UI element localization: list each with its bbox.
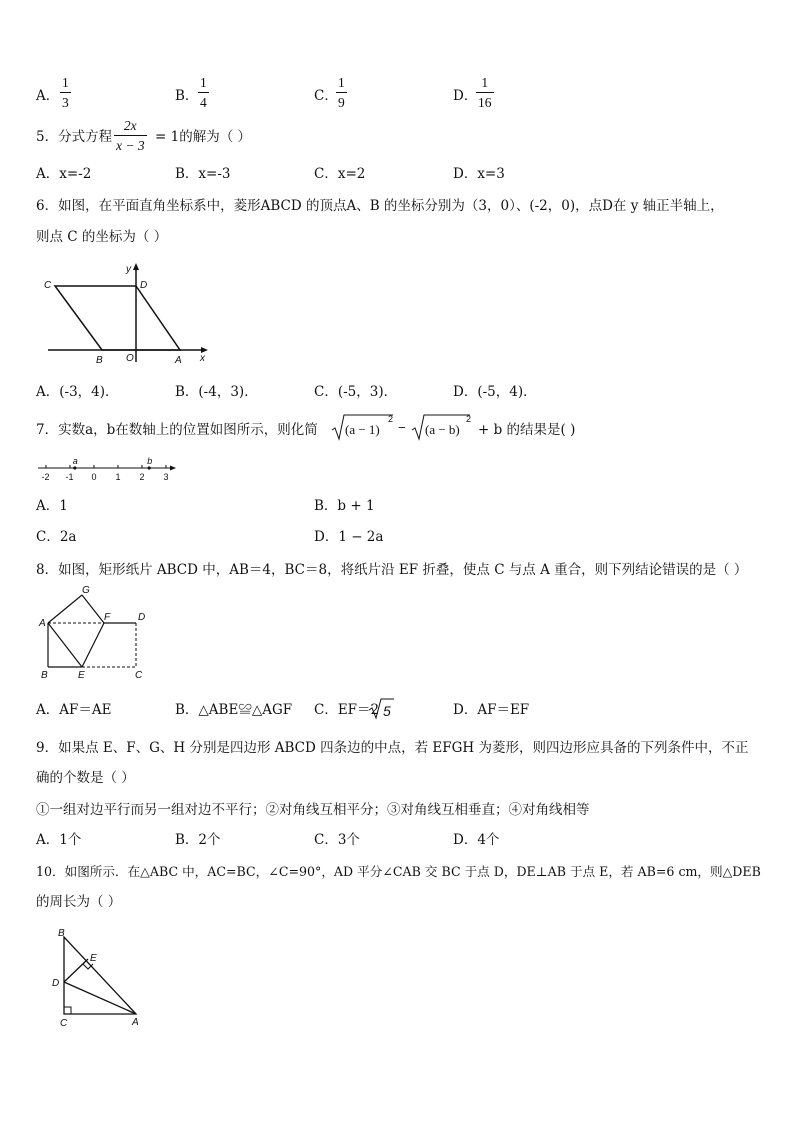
q7-numberline-tick-label: 2 [139,472,145,482]
q8-label-a: A [39,618,46,629]
q9-option-c: C．3个 [314,832,360,848]
q5-prefix: 5．分式方程 [36,129,113,145]
q4-option-c-fraction: $\frac{1}{9}$ [338,75,345,110]
q8-option-d: D．AF＝EF [453,702,530,718]
q6-option-b: B．(-4，3)． [175,384,258,400]
q6-label-b: B [96,355,103,366]
q9-stem-line2: 确的个数是（ ） [36,770,135,786]
q6-label-d: D [140,280,148,291]
q4-option-a-fraction: $\frac{1}{3}$ [62,75,69,110]
q7-prefix: 7．实数a，b在数轴上的位置如图所示，则化简 [36,422,318,438]
q7-radical-expression [330,412,490,442]
q6-label-o: O [126,353,134,364]
q8-option-a: A．AF＝AE [36,702,112,718]
q7-numberline-b-point [148,466,151,469]
q7-suffix: + b 的结果是( ) [478,422,576,438]
q7-exponent-1: 2 [388,414,394,424]
q6-label-x: x [200,353,205,364]
q7-numberline-tick-label: 0 [91,472,97,482]
q8-label-g: G [82,585,90,596]
q7-option-b: B．b + 1 [314,498,375,514]
q7-option-c: C．2a [36,529,77,545]
q8-label-d: D [138,612,146,623]
q6-option-d: D．(-5，4)． [453,384,537,400]
q5-option-c: C．x=2 [314,166,366,182]
q8-option-c-sqrt [368,697,402,721]
q8-stem: 8．如图，矩形纸片 ABCD 中，AB＝4，BC＝8，将纸片沿 EF 折叠，使点 C 与点 A 重合，则下列结论错误的是（ ） [36,562,748,578]
q10-label-b: B [58,928,65,939]
q7-option-a: A．1 [36,498,68,514]
q10-label-d: D [52,978,60,989]
q7-radicand-2: (a − b) [425,422,460,437]
q4-option-c-letter: C． [314,88,338,104]
q10-label-c: C [60,1018,68,1029]
q10-triangle-figure [48,924,148,1030]
q9-stem-line1: 9．如果点 E、F、G、H 分别是四边形 ABCD 四条边的中点，若 EFGH 为菱形，则四边形应具备的下列条件中，不正 [36,740,749,756]
q6-label-a: A [175,355,182,366]
q10-label-a: A [132,1017,139,1028]
q9-conditions: ①一组对边平行而另一组对边不平行；②对角线互相平分；③对角线互相垂直；④对角线相等 [36,802,590,818]
q7-minus: − [398,420,406,435]
q6-option-c: C．(-5，3)． [314,384,398,400]
q7-exponent-2: 2 [466,414,472,424]
q6-stem-line1: 6．如图，在平面直角坐标系中，菱形ABCD 的顶点A、B 的坐标分别为（3，0）、(-2，0)，点D在 y 轴正半轴上， [36,198,724,214]
q9-option-a: A．1个 [36,832,82,848]
q8-label-e: E [78,670,85,681]
q7-numberline-tick-label: 3 [163,472,169,482]
q8-label-f: F [104,612,111,623]
q10-stem-line1: 10．如图所示．在△ABC 中，AC=BC，∠C=90°，AD 平分∠CAB 交 BC 于点 D，DE⊥AB 于点 E，若 AB=6 cm，则△DEB [36,864,761,879]
q4-option-b-letter: B． [175,88,199,104]
q10-label-e: E [90,953,97,964]
q7-numberline-tick-label: -1 [65,472,74,482]
q6-label-y: y [126,264,131,275]
q7-numberline-a-point [73,466,76,469]
q6-stem-line2: 则点 C 的坐标为（ ） [36,229,168,245]
q6-rhombus-figure [40,258,220,370]
q5-option-d: D．x=3 [453,166,505,182]
q7-numberline-tick-label: -2 [41,472,50,482]
q8-label-c: C [135,670,143,681]
q7-radicand-1: (a − 1) [345,422,380,437]
q4-option-a-letter: A． [36,88,60,104]
q8-folded-rectangle-figure [38,584,158,682]
q6-label-c: C [44,280,52,291]
q7-option-d: D．1 − 2a [314,529,384,545]
q9-option-b: B．2个 [175,832,221,848]
q5-option-b: B．x=-3 [175,166,231,182]
q7-number-line [36,456,181,486]
q5-suffix: = 1的解为（ ） [155,129,251,145]
q10-stem-line2: 的周长为（ ） [36,894,122,910]
q8-label-b: B [41,670,48,681]
q4-option-d-letter: D． [453,88,478,104]
q7-numberline-a-label: a [72,456,78,466]
q8-option-b: B．△ABE≌△AGF [175,702,293,718]
q8-sqrt-arg: 5 [383,703,391,719]
q9-option-d: D．4个 [453,832,500,848]
q7-numberline-tick-label: 1 [115,472,121,482]
q4-option-b-fraction: $\frac{1}{4}$ [200,75,207,110]
q4-option-d-fraction: $\frac{1}{16}$ [478,75,492,110]
q6-option-a: A．(-3，4)． [36,384,119,400]
q5-option-a: A．x=-2 [36,166,92,182]
q7-numberline-b-label: b [147,456,153,466]
q8-option-c: C．EF＝2 [314,702,380,718]
q5-fraction: $\frac{2x}{x - 3}$ [116,118,145,153]
